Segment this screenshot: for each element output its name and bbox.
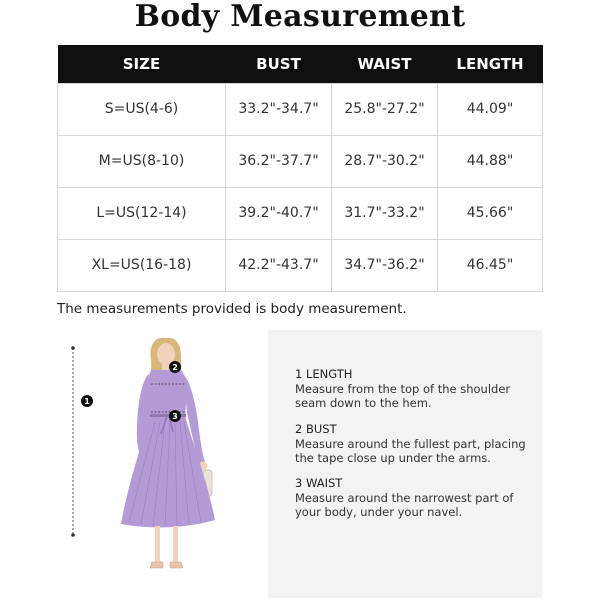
cell-bust: 39.2"-40.7" [226, 187, 332, 239]
instruction-heading: 1 LENGTH [295, 367, 353, 381]
cell-length: 46.45" [438, 239, 543, 291]
badge-waist [169, 410, 181, 422]
table-header-row [58, 45, 543, 83]
table-row [58, 239, 543, 291]
badge-bust [169, 361, 181, 373]
table-row [58, 187, 543, 239]
instruction-bust [295, 422, 530, 466]
instruction-heading: 2 BUST [295, 422, 337, 436]
cell-size: L=US(12-14) [58, 187, 226, 239]
instruction-description: Measure around the narrowest part of your body, under your navel. [295, 490, 514, 519]
svg-text:2: 2 [172, 363, 178, 372]
instruction-description: Measure around the fullest part, placing the tape close up under the arms. [295, 436, 526, 465]
badge-length [81, 395, 93, 407]
header-bust: BUST [226, 45, 332, 83]
cell-length: 45.66" [438, 187, 543, 239]
cell-waist: 25.8"-27.2" [332, 83, 438, 135]
instruction-length [295, 367, 530, 411]
instruction-heading: 3 WAIST [295, 476, 343, 490]
dress-illustration [57, 330, 267, 598]
cell-bust: 36.2"-37.7" [226, 135, 332, 187]
instruction-waist [295, 476, 530, 520]
svg-text:1: 1 [84, 397, 90, 406]
size-chart-table [57, 45, 543, 292]
dress-skirt [121, 416, 215, 527]
cell-waist: 34.7"-36.2" [332, 239, 438, 291]
instruction-description: Measure from the top of the shoulder seam down to the hem. [295, 381, 511, 410]
cell-size: S=US(4-6) [58, 83, 226, 135]
header-length: LENGTH [438, 45, 543, 83]
cell-size: M=US(8-10) [58, 135, 226, 187]
measurement-note: The measurements provided is body measurement. [57, 301, 407, 317]
dress-bodice [148, 370, 186, 418]
table-row [58, 135, 543, 187]
cell-size: XL=US(16-18) [58, 239, 226, 291]
table-row [58, 83, 543, 135]
cell-length: 44.09" [438, 83, 543, 135]
measurement-instructions-panel [268, 330, 542, 598]
header-waist: WAIST [332, 45, 438, 83]
header-size: SIZE [58, 45, 226, 83]
cell-bust: 33.2"-34.7" [226, 83, 332, 135]
svg-text:3: 3 [172, 412, 178, 421]
model-figure [57, 330, 267, 598]
cell-bust: 42.2"-43.7" [226, 239, 332, 291]
cell-length: 44.88" [438, 135, 543, 187]
page-title: Body Measurement [134, 0, 466, 34]
cell-waist: 28.7"-30.2" [332, 135, 438, 187]
cell-waist: 31.7"-33.2" [332, 187, 438, 239]
